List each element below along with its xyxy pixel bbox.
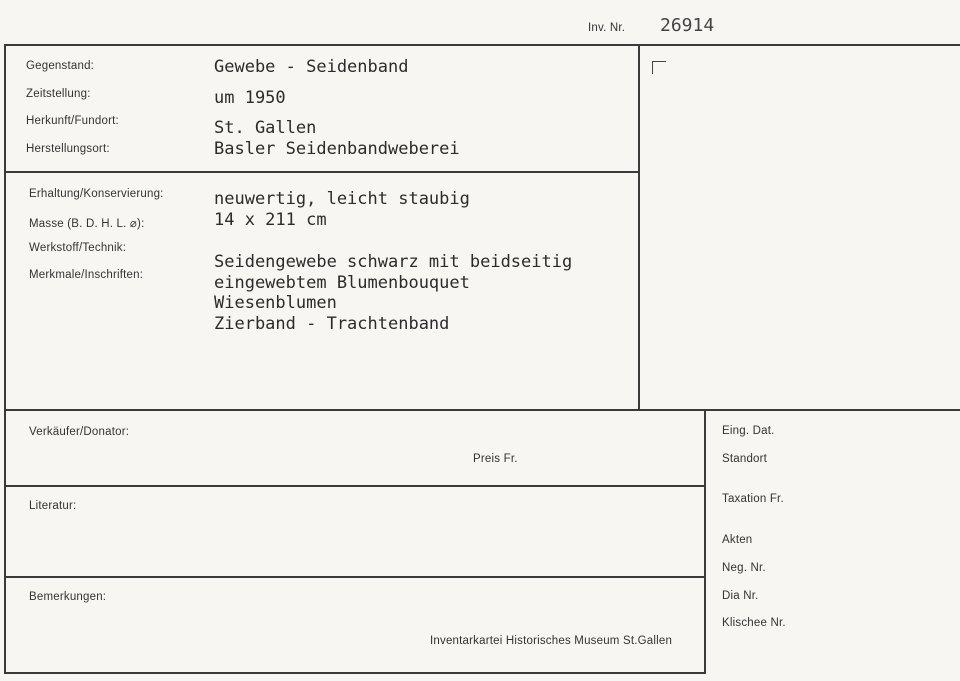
masse-label: Masse (B. D. H. L. ⌀): — [29, 218, 145, 230]
herkunft-value: St. Gallen — [214, 118, 317, 138]
photo-corner-mark — [652, 61, 666, 74]
standort-label: Standort — [722, 453, 768, 465]
inv-number: 26914 — [660, 15, 715, 36]
description-line-1: Seidengewebe schwarz mit beidseitig — [214, 252, 573, 272]
description-line-4: Zierband - Trachtenband — [214, 314, 450, 334]
klischee-nr-label: Klischee Nr. — [722, 617, 786, 629]
masse-value: 14 x 211 cm — [214, 210, 327, 230]
card-footer: Inventarkartei Historisches Museum St.Gallen — [430, 635, 673, 647]
top-rule — [4, 44, 960, 46]
photo-box-divider — [638, 44, 640, 410]
erhaltung-value: neuwertig, leicht staubig — [214, 189, 470, 209]
gegenstand-label: Gegenstand: — [26, 60, 95, 72]
herkunft-label: Herkunft/Fundort: — [26, 115, 119, 127]
right-column-divider — [704, 409, 706, 674]
erhaltung-label: Erhaltung/Konservierung: — [29, 188, 164, 200]
gegenstand-value: Gewebe - Seidenband — [214, 57, 409, 77]
section-divider-3 — [4, 485, 706, 487]
zeitstellung-value: um 1950 — [214, 88, 286, 108]
herstellungsort-label: Herstellungsort: — [26, 143, 110, 155]
section-divider-4 — [4, 576, 706, 578]
description-line-2: eingewebtem Blumenbouquet — [214, 273, 470, 293]
dia-nr-label: Dia Nr. — [722, 590, 759, 602]
description-line-3: Wiesenblumen — [214, 293, 337, 313]
section-divider-2 — [4, 409, 960, 411]
eing-dat-label: Eing. Dat. — [722, 425, 775, 437]
inv-nr-label: Inv. Nr. — [588, 22, 626, 34]
preis-label: Preis Fr. — [473, 453, 518, 465]
zeitstellung-label: Zeitstellung: — [26, 88, 91, 100]
merkmale-label: Merkmale/Inschriften: — [29, 269, 144, 281]
bottom-rule — [4, 672, 706, 674]
herstellungsort-value: Basler Seidenbandweberei — [214, 139, 460, 159]
bemerkungen-label: Bemerkungen: — [29, 591, 107, 603]
section-divider-1 — [4, 171, 640, 173]
taxation-label: Taxation Fr. — [722, 493, 784, 505]
akten-label: Akten — [722, 534, 753, 546]
left-rule — [4, 44, 6, 674]
literatur-label: Literatur: — [29, 500, 77, 512]
verkaeufer-label: Verkäufer/Donator: — [29, 426, 130, 438]
neg-nr-label: Neg. Nr. — [722, 562, 766, 574]
werkstoff-label: Werkstoff/Technik: — [29, 242, 127, 254]
